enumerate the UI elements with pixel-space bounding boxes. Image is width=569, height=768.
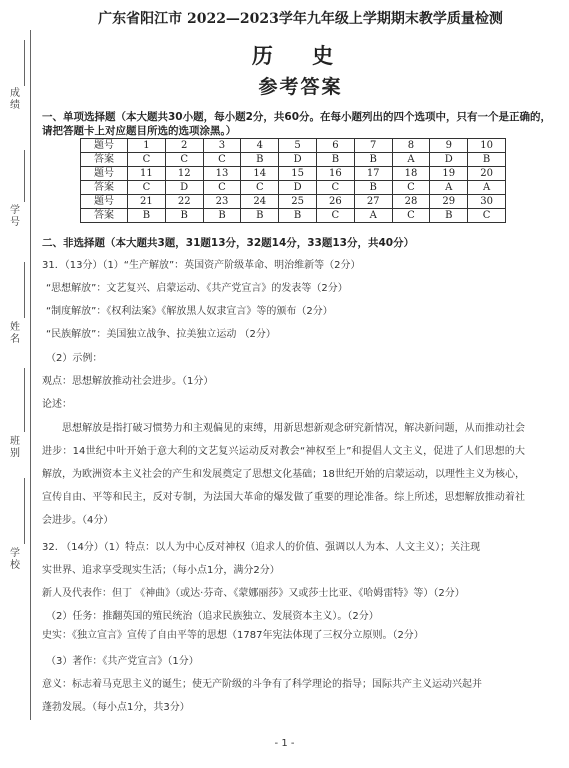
answer-table-row (81, 139, 506, 153)
answer-table-cell: 18 (392, 167, 430, 181)
answer-table-cell: B (241, 153, 279, 167)
binding-blank-name (24, 262, 25, 318)
answer-table-cell: C (128, 181, 166, 195)
q32-part2-line: （2）任务：推翻英国的殖民统治（追求民族独立、发展资本主义）。（2分） (46, 611, 379, 622)
answer-table-cell: 21 (128, 195, 166, 209)
q31-viewpoint-line: 观点：思想解放推动社会进步。（1分） (42, 376, 214, 387)
answer-table-cell: 2 (165, 139, 203, 153)
answer-table-cell: A (430, 181, 468, 195)
answer-table-row-header: 题号 (81, 195, 128, 209)
answer-table-cell: 25 (279, 195, 317, 209)
answer-table-cell: D (279, 181, 317, 195)
q32-significance-line: 意义：标志着马克思主义的诞生；使无产阶级的斗争有了科学理论的指导；国际共产主义运动兴起并 (42, 679, 482, 690)
answer-table-cell: 1 (128, 139, 166, 153)
binding-line (30, 30, 31, 720)
binding-label-score: 成绩 (10, 88, 20, 111)
answer-table-cell: 7 (354, 139, 392, 153)
q32-part1-line: 32. （14分）（1）特点：以人为中心反对神权（追求人的价值、强调以人为本、人文主义）；关注现 (42, 542, 481, 553)
answer-table-cell: C (165, 153, 203, 167)
answer-table-cell: C (392, 209, 430, 223)
answer-table-cell: 8 (392, 139, 430, 153)
answer-table-cell: B (279, 209, 317, 223)
answer-table-cell: 24 (241, 195, 279, 209)
answer-table-cell: B (128, 209, 166, 223)
answer-table-row (81, 209, 506, 223)
q31-nation-line: “民族解放”：美国独立战争、拉美独立运动 （2分） (46, 329, 276, 340)
answer-table-row (81, 167, 506, 181)
answer-table-cell: C (203, 181, 241, 195)
answer-table-cell: 4 (241, 139, 279, 153)
answer-table-row-header: 答案 (81, 181, 128, 195)
answer-table-cell: 27 (354, 195, 392, 209)
answer-table-cell: 19 (430, 167, 468, 181)
answer-table-cell: C (468, 209, 506, 223)
answer-table-cell: A (468, 181, 506, 195)
answer-table-cell: D (279, 153, 317, 167)
q31-argument-label: 论述： (42, 399, 72, 410)
answer-table-cell: B (430, 209, 468, 223)
answer-table-cell: 9 (430, 139, 468, 153)
answer-table-cell: 11 (128, 167, 166, 181)
answer-table-row (81, 181, 506, 195)
answer-table-cell: 14 (241, 167, 279, 181)
answer-table-cell: 13 (203, 167, 241, 181)
q31-part1-line: 31．（13分）（1）“生产解放”：英国资产阶级革命、明治维新等（2分） (42, 260, 361, 271)
answer-table-cell: 3 (203, 139, 241, 153)
answer-table-cell: 20 (468, 167, 506, 181)
answer-table (80, 138, 506, 223)
answer-table-cell: B (468, 153, 506, 167)
answer-table-cell: 15 (279, 167, 317, 181)
q31-system-line: “制度解放”：《权利法案》《解放黑人奴隶宣言》等的颁布（2分） (46, 306, 333, 317)
binding-blank-score (24, 40, 25, 86)
answer-table-row (81, 153, 506, 167)
answer-table-cell: 30 (468, 195, 506, 209)
q31-argument-paragraph: 思想解放是指打破习惯势力和主观偏见的束缚，用新思想新观念研究新情况，解决新问题，从而推动社会进步：14世纪中叶开始于意大利的文艺复兴运动反对教会“神权至上”和提倡人文主义，促进了人们思想的大解放，为欧洲资本主义社会的产生和发展奠定了思想文化基础；18世纪开始的启蒙运动，以理性主义为核心，宣传自由、平等和民主，反对专制，为法国大革命的爆发做了重要的理论准备。综上所述，思想解放推动着社会进步。（4分） (42, 423, 525, 526)
answer-key-title: 参考答案 (258, 76, 343, 98)
answer-table-cell: 22 (165, 195, 203, 209)
answer-table-row-header: 答案 (81, 209, 128, 223)
answer-table-cell: D (430, 153, 468, 167)
section2-heading: 二、非选择题（本大题共3题，31题13分，32题14分，33题13分，共40分） (42, 237, 415, 249)
answer-table-cell: C (392, 181, 430, 195)
answer-table-cell: 5 (279, 139, 317, 153)
q32-fact-line: 史实：《独立宣言》宣传了自由平等的思想（1787年宪法体现了三权分立原则。（2分） (42, 630, 424, 641)
q31-part2-line: （2）示例： (46, 353, 103, 364)
answer-table-cell: C (316, 181, 354, 195)
answer-table-cell: B (165, 209, 203, 223)
answer-table-cell: B (354, 153, 392, 167)
answer-table-cell: B (316, 153, 354, 167)
answer-table-row-header: 题号 (81, 167, 128, 181)
q32-part3-line: （3）著作：《共产党宣言》（1分） (46, 656, 199, 667)
q32-representative-line: 新人及代表作：但丁 《神曲》（或达·芬奇、《蒙娜丽莎》又或莎士比亚、《哈姆雷特》等）（2分） (42, 588, 465, 599)
answer-table-cell: 16 (316, 167, 354, 181)
binding-label-school: 学校 (10, 548, 20, 571)
answer-table-row (81, 195, 506, 209)
binding-label-class: 班别 (10, 436, 20, 459)
answer-table-cell: 12 (165, 167, 203, 181)
answer-table-cell: A (354, 209, 392, 223)
answer-table-cell: D (165, 181, 203, 195)
q32-part1-cont-line: 实世界、追求享受现实生活；（每小点1分，满分2分） (42, 565, 280, 576)
answer-table-cell: 28 (392, 195, 430, 209)
answer-table-row-header: 答案 (81, 153, 128, 167)
subject-title: 历 史 (251, 43, 350, 68)
answer-table-cell: 23 (203, 195, 241, 209)
answer-table-cell: 6 (316, 139, 354, 153)
binding-blank-student-number (24, 150, 25, 202)
exam-title: 广东省阳江市 2022—2023学年九年级上学期期末教学质量检测 (98, 11, 503, 27)
binding-blank-class (24, 368, 25, 432)
q31-thought-line: “思想解放”：文艺复兴、启蒙运动、《共产党宣言》的发表等（2分） (46, 283, 348, 294)
answer-table-cell: 17 (354, 167, 392, 181)
q32-significance-cont-line: 蓬勃发展。（每小点1分，共3分） (42, 702, 190, 713)
answer-table-row-header: 题号 (81, 139, 128, 153)
answer-table-cell: 29 (430, 195, 468, 209)
answer-table-cell: C (241, 181, 279, 195)
answer-table-cell: B (241, 209, 279, 223)
answer-table-cell: 26 (316, 195, 354, 209)
page-number: - 1 - (274, 738, 295, 749)
answer-table-cell: C (203, 153, 241, 167)
answer-table-cell: C (128, 153, 166, 167)
answer-table-cell: 10 (468, 139, 506, 153)
binding-label-student-number: 学号 (10, 205, 20, 228)
binding-blank-school (24, 478, 25, 544)
answer-table-cell: B (203, 209, 241, 223)
binding-label-name: 姓名 (10, 322, 20, 345)
section1-heading: 一、单项选择题（本大题共30小题，每小题2分，共60分。在每小题列出的四个选项中，只有一个是正确的，请把答题卡上对应题目所选的选项涂黑。） (42, 111, 552, 137)
answer-table-cell: B (354, 181, 392, 195)
answer-table-cell: A (392, 153, 430, 167)
answer-table-cell: C (316, 209, 354, 223)
